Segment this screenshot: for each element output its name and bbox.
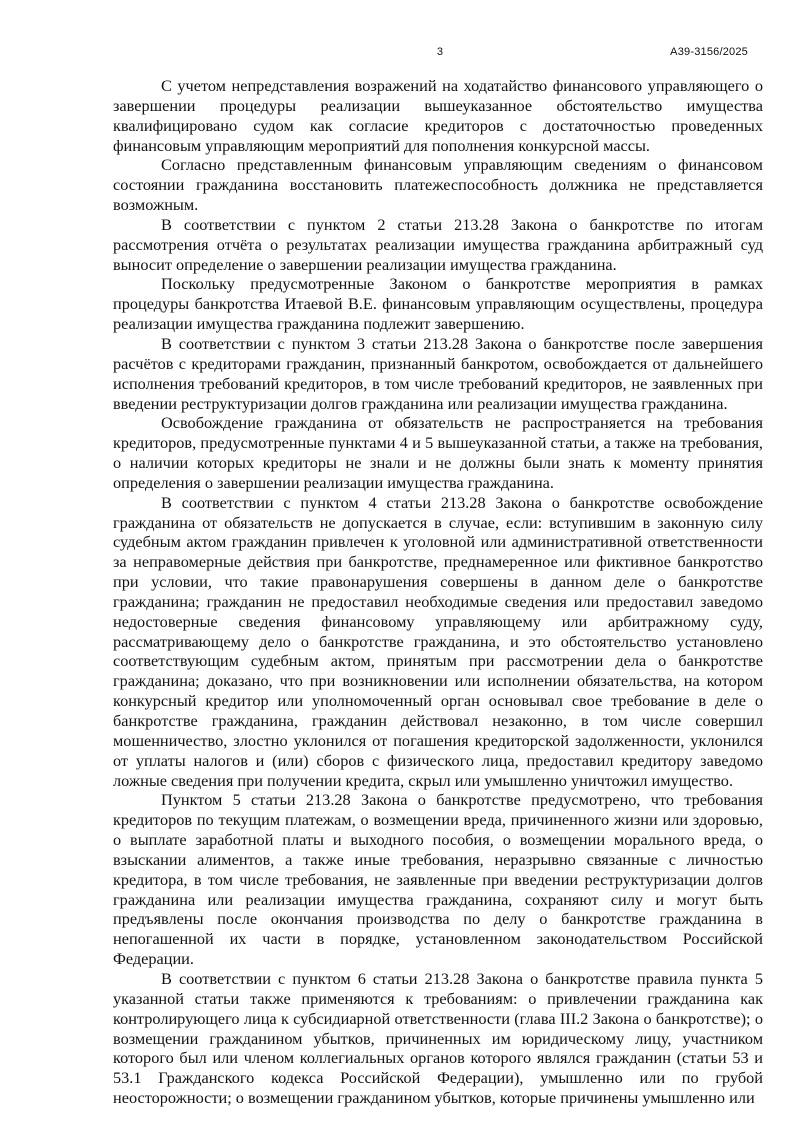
paragraph-clause-4: В соответствии с пунктом 4 статьи 213.28 Закона о банкротстве освобождение гражданина от обязательств не допускается в случае, если: вступившим в законную силу судебным актом гражданин привлечен к уголовной или административной ответственности за неправомерные действия при банкротстве, преднамеренное или фиктивное банкротство при условии, что такие правонарушения совершены в данном деле о банкротстве гражданина; гражданин не предоставил необходимые сведения или предоставил заведомо недостоверные сведения финансовому управляющему или арбитражному суду, рассматривающему дело о банкротстве гражданина, и это обстоятельство установлено соответствующим судебным актом, принятым при рассмотрении дела о банкротстве гражданина; доказано, что при возникновении или исполнении обязательства, на котором конкурсный кредитор или уполномоченный орган основывал свое требование в деле о банкротстве гражданина, гражданин действовал незаконно, в том числе совершил мошенничество, злостно уклонился от погашения кредиторской задолженности, уклонился от уплаты налогов и (или) сборов с физического лица, предоставил кредитору заведомо ложные сведения при получении кредита, скрыл или умышленно уничтожил имущество.: [113, 492, 763, 790]
paragraph-release: Освобождение гражданина от обязательств не распространяется на требования кредиторов, предусмотренные пунктами 4 и 5 вышеуказанной статьи, а также на требования, о наличии которых кредиторы не знали и не должны были знать к моменту принятия определения о завершении реализации имущества гражданина.: [113, 413, 763, 492]
document-body: [113, 76, 763, 1108]
page-number: 3: [436, 46, 444, 58]
paragraph-clause-2: В соответствии с пунктом 2 статьи 213.28 Закона о банкротстве по итогам рассмотрения отчёта о результатах реализации имущества гражданина арбитражный суд выносит определение о завершении реализации имущества гражданина.: [113, 214, 763, 274]
paragraph-completion: Поскольку предусмотренные Законом о банкротстве мероприятия в рамках процедуры банкротства Итаевой В.Е. финансовым управляющим осуществлены, процедура реализации имущества гражданина подлежит завершению.: [113, 274, 763, 334]
paragraph-solvency: Согласно представленным финансовым управляющим сведениям о финансовом состоянии гражданина восстановить платежеспособность должника не представляется возможным.: [113, 155, 763, 215]
paragraph-objections: С учетом непредставления возражений на ходатайство финансового управляющего о завершении процедуры реализации вышеуказанное обстоятельство имущества квалифицировано судом как согласие кредиторов с достаточностью проведенных финансовым управляющим мероприятий для пополнения конкурсной массы.: [113, 76, 763, 155]
paragraph-clause-6: В соответствии с пунктом 6 статьи 213.28 Закона о банкротстве правила пункта 5 указанной статьи также применяются к требованиям: о привлечении гражданина как контролирующего лица к субсидиарной ответственности (глава III.2 Закона о банкротстве); о возмещении гражданином убытков, причиненных им юридическому лицу, участником которого был или членом коллегиальных органов которого являлся гражданин (статьи 53 и 53.1 Гражданского кодекса Российской Федерации), умышленно или по грубой неосторожности; о возмещении гражданином убытков, которые причинены умышленно или: [113, 968, 763, 1108]
paragraph-clause-3: В соответствии с пунктом 3 статьи 213.28 Закона о банкротстве после завершения расчётов с кредиторами гражданин, признанный банкротом, освобождается от дальнейшего исполнения требований кредиторов, в том числе требований кредиторов, не заявленных при введении реструктуризации долгов гражданина или реализации имущества гражданина.: [113, 333, 763, 413]
case-number: А39-3156/2025: [670, 46, 748, 58]
paragraph-clause-5: Пунктом 5 статьи 213.28 Закона о банкротстве предусмотрено, что требования кредиторов по текущим платежам, о возмещении вреда, причиненного жизни или здоровью, о выплате заработной платы и выходного пособия, о возмещении морального вреда, о взыскании алиментов, а также иные требования, неразрывно связанные с личностью кредитора, в том числе требования, не заявленные при введении реструктуризации долгов гражданина или реализации имущества гражданина, сохраняют силу и могут быть предъявлены после окончания производства по делу о банкротстве гражданина в непогашенной их части в порядке, установленном законодательством Российской Федерации.: [113, 790, 763, 969]
